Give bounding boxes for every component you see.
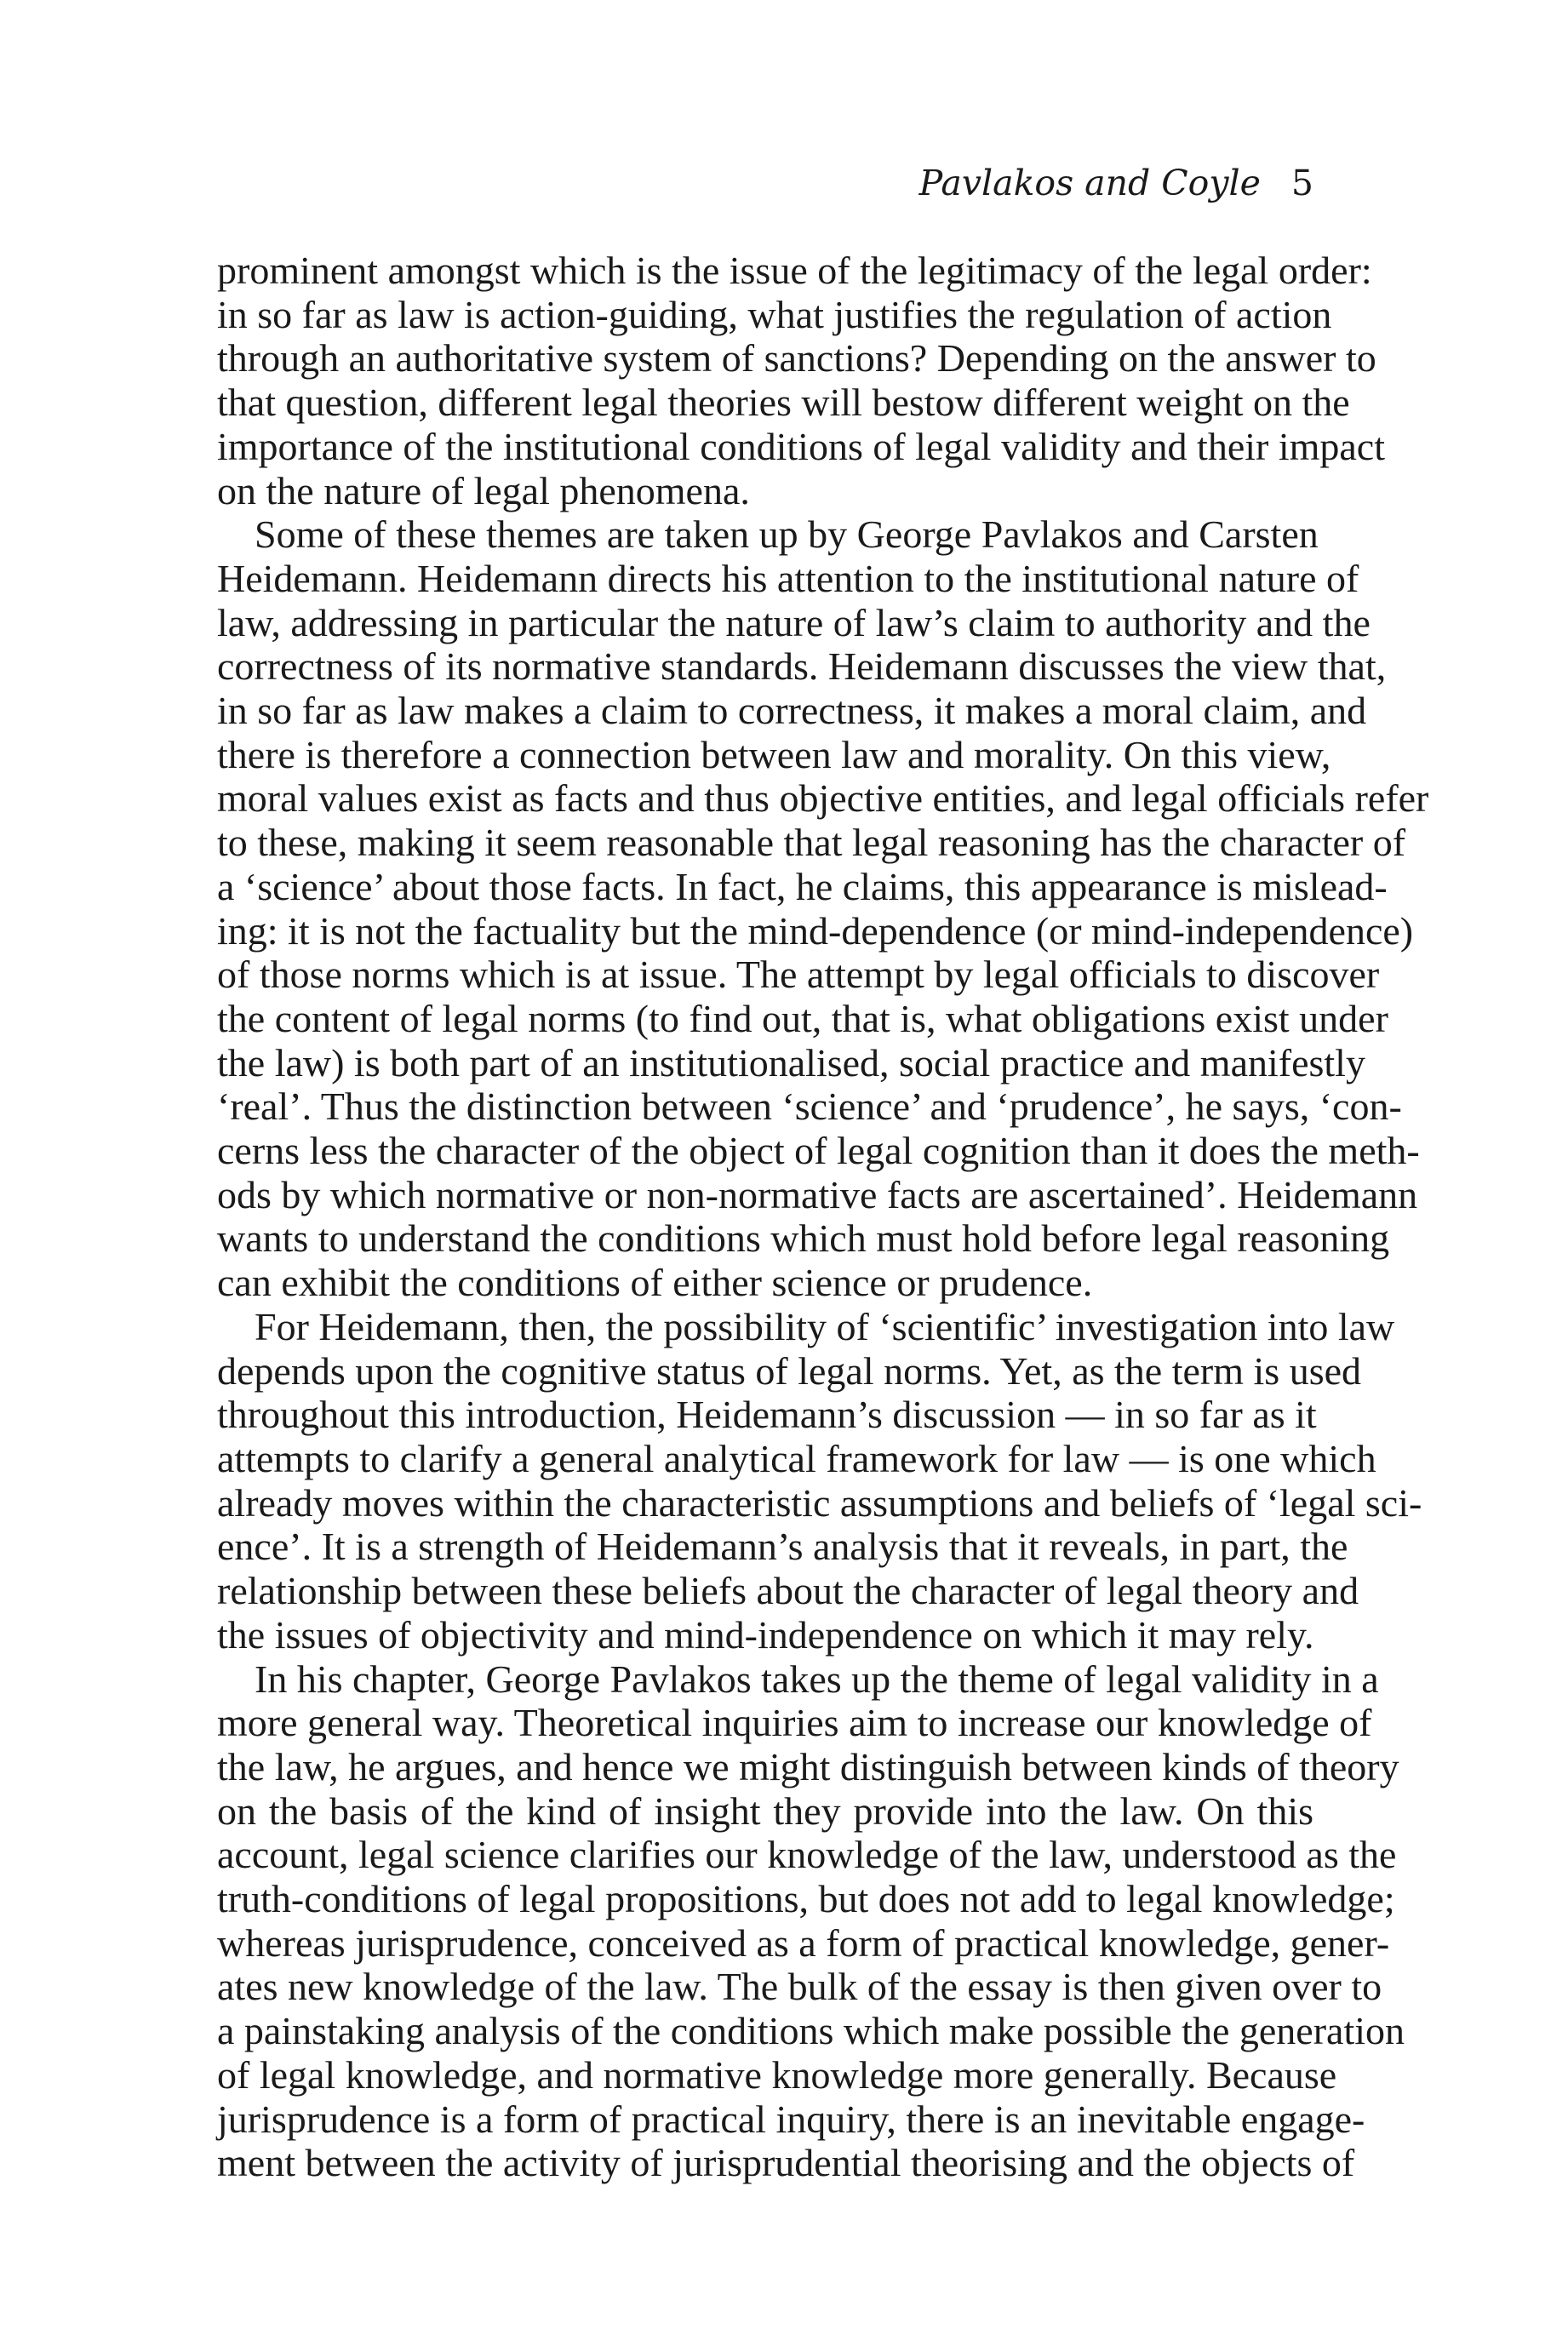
paragraph-4: [217, 1657, 1405, 2185]
text-line: Heidemann. Heidemann directs his attention to the institutional nature of: [217, 556, 1359, 600]
text-line: a ‘science’ about those facts. In fact, he claims, this appearance is mislead-: [217, 864, 1388, 908]
text-line: through an authoritative system of sanctions? Depending on the answer to: [217, 336, 1376, 381]
text-line: ates new knowledge of the law. The bulk of the essay is then given over to: [217, 1965, 1382, 2009]
running-head: [217, 162, 1313, 204]
text-line: in so far as law makes a claim to correctness, it makes a moral claim, and: [217, 689, 1367, 733]
text-line: account, legal science clarifies our knowledge of the law, understood as the: [217, 1833, 1397, 1877]
running-title: Pavlakos and Coyle: [918, 163, 1261, 203]
text-line: whereas jurisprudence, conceived as a form of practical knowledge, gener-: [217, 1920, 1390, 1965]
text-line: already moves within the characteristic assumptions and beliefs of ‘legal sci-: [217, 1480, 1422, 1525]
text-line: importance of the institutional conditions of legal validity and their impact: [217, 424, 1386, 468]
text-line: ence’. It is a strength of Heidemann’s analysis that it reveals, in part, the: [217, 1525, 1348, 1569]
text-line: Some of these themes are taken up by George Pavlakos and Carsten: [255, 512, 1319, 557]
text-line: in so far as law is action-guiding, what justifies the regulation of action: [217, 292, 1332, 336]
text-line: For Heidemann, then, the possibility of ‘scientific’ investigation into law: [255, 1304, 1395, 1348]
text-line: correctness of its normative standards. Heidemann discusses the view that,: [217, 644, 1387, 689]
text-line: In his chapter, George Pavlakos takes up the theme of legal validity in a: [255, 1657, 1379, 1701]
text-line: depends upon the cognitive status of legal norms. Yet, as the term is used: [217, 1348, 1362, 1393]
body-text: [217, 249, 1429, 2185]
text-line: to these, making it seem reasonable that legal reasoning has the character of: [217, 821, 1406, 865]
text-line: a painstaking analysis of the conditions which make possible the generation: [217, 2009, 1405, 2053]
text-line: the issues of objectivity and mind-independence on which it may rely.: [217, 1612, 1314, 1657]
paragraph-3: [217, 1304, 1422, 1657]
text-line: on the basis of the kind of insight they provide into the law. On this: [217, 1788, 1313, 1833]
text-line: can exhibit the conditions of either science or prudence.: [217, 1261, 1093, 1305]
text-line: moral values exist as facts and thus objective entities, and legal officials refer: [217, 776, 1429, 821]
text-line: on the nature of legal phenomena.: [217, 468, 750, 512]
text-line: ods by which normative or non-normative facts are ascertained’. Heidemann: [217, 1172, 1418, 1216]
text-line: the law, he argues, and hence we might distinguish between kinds of theory: [217, 1744, 1399, 1788]
text-line: the content of legal norms (to find out, that is, what obligations exist under: [217, 996, 1388, 1040]
text-line: of those norms which is at issue. The attempt by legal officials to discover: [217, 953, 1380, 997]
text-line: of legal knowledge, and normative knowledge more generally. Because: [217, 2052, 1337, 2097]
paragraph-2: [217, 512, 1429, 1305]
text-line: jurisprudence is a form of practical inquiry, there is an inevitable engage-: [217, 2097, 1365, 2141]
text-line: prominent amongst which is the issue of the legitimacy of the legal order:: [217, 249, 1372, 292]
text-line: ing: it is not the factuality but the mind-dependence (or mind-independence): [217, 908, 1414, 953]
text-line: relationship between these beliefs about the character of legal theory and: [217, 1569, 1359, 1613]
text-line: the law) is both part of an institutionalised, social practice and manifestly: [217, 1040, 1365, 1084]
text-line: more general way. Theoretical inquiries aim to increase our knowledge of: [217, 1701, 1372, 1745]
text-line: law, addressing in particular the nature of law’s claim to authority and the: [217, 600, 1371, 644]
text-line: wants to understand the conditions which must hold before legal reasoning: [217, 1216, 1390, 1261]
text-line: truth-conditions of legal propositions, but does not add to legal knowledge;: [217, 1877, 1395, 1921]
text-line: ment between the activity of jurisprudential theorising and the objects of: [217, 2141, 1355, 2185]
page-number: 5: [1290, 163, 1313, 203]
text-line: there is therefore a connection between law and morality. On this view,: [217, 732, 1331, 776]
text-line: throughout this introduction, Heidemann’s discussion — in so far as it: [217, 1393, 1317, 1437]
paragraph-1: [217, 249, 1386, 512]
text-line: that question, different legal theories will bestow different weight on the: [217, 381, 1350, 425]
text-line: attempts to clarify a general analytical framework for law — is one which: [217, 1436, 1376, 1480]
text-line: ‘real’. Thus the distinction between ‘science’ and ‘prudence’, he says, ‘con-: [217, 1084, 1402, 1129]
text-line: cerns less the character of the object of legal cognition than it does the meth-: [217, 1129, 1420, 1173]
